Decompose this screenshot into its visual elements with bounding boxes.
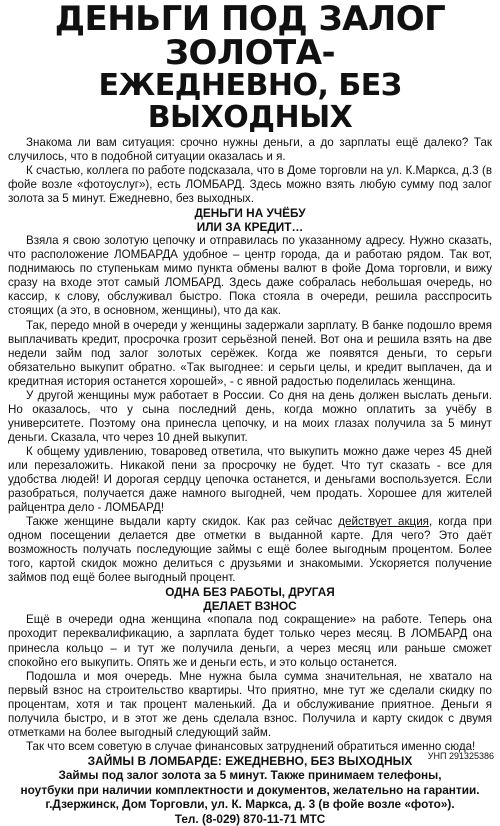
discount-text-start: Также женщине выдали карту скидок. Как раз сейчас bbox=[26, 515, 339, 529]
section-1-paragraph-1: Взяла я свою золотую цепочку и отправилась по указанному адресу. Нужно сказать, что расположение ЛОМБАРДА удобное – центр города, да и работаю рядом. Так вот, поднимаюсь по ступенькам мимо пункта обмены валют в фойе Дома торговли, и вижу сразу на входе этот самый ЛОМБАРД. Здесь даже собралась небольшая очередь, но кассир, к слову, обслуживал быстро. Пока стояла в очереди, решила расспросить стоящих (а это, в основном, женщины), что да как. bbox=[8, 234, 492, 318]
intro-paragraph-1: Знакома ли вам ситуация: срочно нужны деньги, а до зарплаты ещё далеко? Так случилось, что в подобной ситуации оказалась и я. bbox=[8, 136, 492, 164]
section-2-paragraph-2: Подошла и моя очередь. Мне нужна была сумма значительная, не хватало на первый взнос на строительство квартиры. Что приятно, мне тут же сделали скидку по процентам, хотя и так процент маленький. Да и обслуживание приятное. Деньги я получила быстро, и в этот же день сделала взнос. Получила и карту скидок с двумя отметками на более выгодный следующий займ. bbox=[8, 669, 492, 739]
footer-services-line-2: ноутбуки при наличии комплектности и документов, желательно на гарантии. bbox=[20, 782, 480, 797]
section-1-paragraph-2: Так, передо мной в очереди у женщины задержали зарплату. В банке подошло время выплачивать кредит, просрочка грозит серьёзной пеней. Вот она и решила взять на две недели займ под залог золотых серёжек. Когда же появятся деньги, то серьги обязательно выкупит обратно. «Так выгоднее: и серьги целы, и кредит выплачен, да и кредитная история останется хорошей», - с явной радостью поделилась женщина. bbox=[8, 318, 492, 388]
footer-address: г.Дзержинск, Дом Торговли, ул. К. Маркса, д. 3 (в фойе возле «фото»). bbox=[45, 797, 455, 812]
footer-services-line-1: Займы под залог золота за 5 минут. Также принимаем телефоны, bbox=[58, 768, 442, 783]
section-2-paragraph-3: Так что всем советую в случае финансовых затруднений обратиться именно сюда! bbox=[26, 739, 476, 753]
section-1-heading-line-1: ДЕНЬГИ НА УЧЁБУ bbox=[194, 206, 306, 221]
headline-line-1: ДЕНЬГИ ПОД ЗАЛОГ ЗОЛОТА- bbox=[54, 0, 446, 73]
section-1-heading-line-2: ИЛИ ЗА КРЕДИТ… bbox=[196, 220, 304, 235]
section-2-heading-line-2: ДЕЛАЕТ ВЗНОС bbox=[203, 599, 297, 614]
unp-number: УНП 291325386 bbox=[427, 751, 494, 761]
section-1-paragraph-5 bbox=[8, 515, 492, 585]
discount-text-end: , когда при одном посещении делается две отметки в выданной карте. Для чего? Это даёт возможность получать последующие займы с ещё более выгодным процентом. Более того, картой скидок можно делиться с друзьями и знакомыми. Ускоряется получение займов под ещё более выгодный процент. bbox=[8, 515, 493, 585]
article-body bbox=[8, 136, 492, 754]
section-1-paragraph-4: К общему удивлению, товаровед ответила, что выкупить можно даже через 45 дней или перезаложить. Никакой пени за просрочку не будет. Что тут сказать - все для удобства людей! И дорогая сердцу цепочка останется, и деньгами воспользуется. Если разобраться, получается даже намного выгодней, чем продать. Хорошее для жителей райцентра дело - ЛОМБАРД! bbox=[8, 444, 492, 515]
footer-title: ЗАЙМЫ В ЛОМБАРДЕ: ЕЖЕДНЕВНО, БЕЗ ВЫХОДНЫХ bbox=[87, 753, 413, 768]
section-2-heading-line-1: ОДНА БЕЗ РАБОТЫ, ДРУГАЯ bbox=[165, 585, 335, 600]
intro-paragraph-2: К счастью, коллега по работе подсказала, что в Доме торговли на ул. К.Маркса, д.3 (в фойе возле «фотоуслуг»), есть ЛОМБАРД. Здесь можно взять любую сумму под залог золота за 5 минут. Ежедневно, без выходных. bbox=[8, 164, 492, 206]
footer-phone: Тел. (8-029) 870-11-71 МТС bbox=[174, 811, 326, 826]
promotion-underlined-text: действует акция bbox=[338, 515, 429, 529]
headline-line-2: ЕЖЕДНЕВНО, БЕЗ ВЫХОДНЫХ bbox=[98, 68, 402, 135]
section-1-paragraph-3: У другой женщины муж работает в России. Со дня на день должен выслать деньги. Но оказалось, что у сына последний день, когда можно оплатить за учёбу в университете. Поэтому она принесла цепочку, и на моих глазах получила за 5 минут деньги. Сказала, что через 10 дней выкупит. bbox=[8, 388, 492, 444]
section-2-paragraph-1: Ещё в очереди одна женщина «попала под сокращение» на работе. Теперь она проходит переквалификацию, а зарплата будет только через месяц. В ЛОМБАРД она принесла кольцо – и тут же получила деньги, а через месяц или раньше сможет спокойно его выкупить. Опять же и деньги есть, и это кольцо останется. bbox=[8, 613, 492, 669]
